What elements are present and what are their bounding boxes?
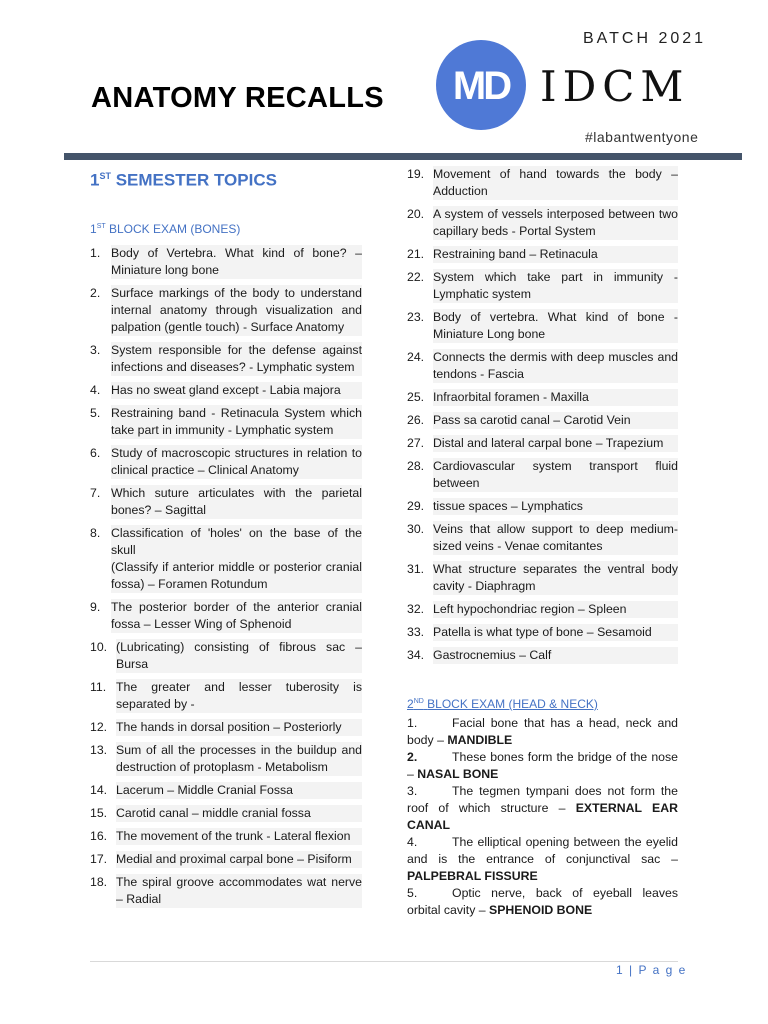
list-item [90,342,362,376]
list-item-text: Pass sa carotid canal – Carotid Vein [433,412,678,429]
list-item-text: Sum of all the processes in the buildup and destruction of protoplasm - Metabolism [116,742,362,774]
list-item-number: 27. [407,436,425,450]
list-item-number: 19. [407,167,425,181]
list-item-text: Study of macroscopic structures in relation to clinical practice – Clinical Anatomy [111,445,362,477]
list-item-number: 25. [407,390,425,404]
list-item-number: 15. [90,805,108,820]
list-item-number: 5. [90,405,101,420]
list-item [407,601,678,618]
block1-list-left [90,245,362,908]
block2-item [407,783,678,834]
list-item-number: 6. [90,445,101,460]
list-item [407,412,678,429]
list-item-number: 14. [90,782,108,797]
list-item [90,805,362,822]
block2-item [407,749,678,783]
list-item [90,679,362,713]
list-item [407,309,678,343]
list-item-text: Distal and lateral carpal bone – Trapezium [433,435,678,452]
list-item-text: A system of vessels interposed between two capillary beds - Portal System [433,207,678,238]
hashtag: #labantwentyone [585,129,699,145]
list-item [90,285,362,336]
list-item-number: 32. [407,602,425,616]
block2-item-text: Optic nerve, back of eyeball leaves orbital cavity – [407,886,678,917]
list-item-number: 29. [407,499,425,513]
list-item [407,498,678,515]
list-item-text: (Lubricating) consisting of fibrous sac – Bursa [116,639,362,671]
list-item-text: Has no sweat gland except - Labia majora [111,382,362,399]
block2-item-number: 5. [407,886,418,900]
list-item-number: 31. [407,562,425,576]
list-item [407,206,678,240]
block1-num: 1 [90,221,97,236]
list-item-number: 28. [407,459,425,473]
list-item-number: 12. [90,719,108,734]
block1-list-right [407,166,678,664]
block2-item-number: 3. [407,784,418,798]
block1-sup: ST [96,222,106,230]
list-item-text: Infraorbital foramen - Maxilla [433,389,678,406]
list-item-text: Which suture articulates with the parietal bones? – Sagittal [111,485,362,517]
list-item-text: The spiral groove accommodates wat nerve – Radial [116,874,362,906]
list-item-number: 33. [407,625,425,639]
block1-title [90,218,362,238]
list-item-number: 9. [90,599,101,614]
list-item-text: Veins that allow support to deep medium-sized veins - Venae comitantes [433,522,678,553]
list-item-number: 16. [90,828,108,843]
block2-item-answer: MANDIBLE [447,733,513,747]
list-item-number: 8. [90,525,101,540]
list-item-number: 22. [407,270,425,284]
list-item [90,782,362,799]
list-item [90,742,362,776]
block2-list [407,715,678,919]
list-item [90,485,362,519]
list-item-text: System which take part in immunity - Lymphatic system [433,270,678,301]
block2-num: 2 [407,697,414,711]
list-item-number: 11. [90,679,107,694]
block2-sup: ND [413,698,424,705]
header-divider [64,153,742,160]
list-item-text: System responsible for the defense against infections and diseases? - Lymphatic system [111,342,362,374]
list-item-text: Movement of hand towards the body – Adduction [433,167,678,198]
list-item-text: The hands in dorsal position – Posteriorly [116,719,362,736]
list-item-number: 2. [90,285,101,300]
list-item-number: 7. [90,485,101,500]
list-item-text: Restraining band - Retinacula System which take part in immunity - Lymphatic system [111,405,362,437]
list-item-text: Classification of 'holes' on the base of the skull (Classify if anterior middle or posterior cranial fossa) – Foramen Rotundum [111,525,362,591]
md-logo-text: MD [452,64,510,108]
list-item-text: Connects the dermis with deep muscles and tendons - Fascia [433,350,678,381]
list-item-number: 24. [407,350,425,364]
list-item-text: Lacerum – Middle Cranial Fossa [116,782,362,799]
list-item [90,445,362,479]
list-item-number: 26. [407,413,425,427]
list-item-number: 3. [90,342,101,357]
list-item [90,405,362,439]
list-item [407,349,678,383]
list-item-text: Patella is what type of bone – Sesamoid [433,624,678,641]
block2-item-answer: SPHENOID BONE [489,903,593,917]
list-item [90,525,362,593]
list-item-number: 10. [90,639,108,654]
list-item-text: The posterior border of the anterior cranial fossa – Lesser Wing of Sphenoid [111,599,362,631]
block2-item-number: 1. [407,716,418,730]
block2-item-number: 4. [407,835,418,849]
batch-label: BATCH 2021 [583,30,707,47]
list-item-number: 23. [407,310,425,324]
block2-item-answer: PALPEBRAL FISSURE [407,869,538,883]
semester-text: SEMESTER TOPICS [115,170,277,190]
block2-text: BLOCK EXAM (HEAD & NECK) [427,697,598,711]
list-item-text: Left hypochondriac region – Spleen [433,601,678,618]
list-item-text: The greater and lesser tuberosity is separated by - [116,679,362,711]
list-item-text: Body of vertebra. What kind of bone - Miniature Long bone [433,310,678,341]
list-item-text: Medial and proximal carpal bone – Pisiform [116,851,362,868]
page-title: ANATOMY RECALLS [91,82,384,114]
list-item [407,624,678,641]
list-item-number: 20. [407,207,425,221]
right-column [407,166,678,919]
list-item [407,458,678,492]
list-item [407,435,678,452]
list-item-number: 13. [90,742,108,757]
list-item-text: Cardiovascular system transport fluid between [433,459,678,490]
list-item-number: 30. [407,522,425,536]
list-item-number: 21. [407,247,425,261]
list-item [90,639,362,673]
block2-item-text: These bones form the bridge of the nose – [407,750,678,781]
list-item-number: 4. [90,382,101,397]
block2-item-text: Facial bone that has a head, neck and body – [407,716,678,747]
list-item-number: 17. [90,851,108,866]
list-item-number: 1. [90,245,101,260]
list-item [90,382,362,399]
list-item [407,561,678,595]
list-item [407,647,678,664]
left-column [90,166,362,914]
list-item-text: tissue spaces – Lymphatics [433,498,678,515]
block2-item-text: The tegmen tympani does not form the roof of which structure – [407,784,678,815]
list-item-text: The movement of the trunk - Lateral flexion [116,828,362,845]
list-item [407,521,678,555]
list-item [90,245,362,279]
list-item-text: Gastrocnemius – Calf [433,647,678,664]
list-item [407,269,678,303]
brand-name: IDCM [540,62,690,111]
block2-item-answer: EXTERNAL EAR CANAL [407,801,678,832]
block2-title [407,693,678,713]
list-item [90,599,362,633]
block2-item-number: 2. [407,750,418,764]
block2-item-answer: NASAL BONE [417,767,499,781]
semester-num: 1 [90,170,100,190]
block2-item [407,715,678,749]
list-item [90,828,362,845]
list-item [407,389,678,406]
list-item-text: Restraining band – Retinacula [433,246,678,263]
list-item [407,166,678,200]
page-number: 1 | P a g e [616,963,687,977]
footer-divider [90,961,678,962]
list-item-number: 34. [407,648,425,662]
list-item-text: Surface markings of the body to understand internal anatomy through visualization and palpation (gentle touch) - Surface Anatomy [111,285,362,334]
block2-item [407,834,678,885]
list-item-number: 18. [90,874,108,889]
list-item [90,874,362,908]
semester-sup: ST [99,171,111,181]
list-item-text: Carotid canal – middle cranial fossa [116,805,362,822]
list-item-text: Body of Vertebra. What kind of bone? – Miniature long bone [111,245,362,277]
list-item [90,851,362,868]
list-item [90,719,362,736]
block2-item [407,885,678,919]
block1-text: BLOCK EXAM (BONES) [108,221,241,236]
block2-item-text: The elliptical opening between the eyelid and is the entrance of conjunctival sac – [407,835,678,866]
list-item-text: What structure separates the ventral body cavity - Diaphragm [433,562,678,593]
list-item [407,246,678,263]
semester-title [90,168,362,189]
